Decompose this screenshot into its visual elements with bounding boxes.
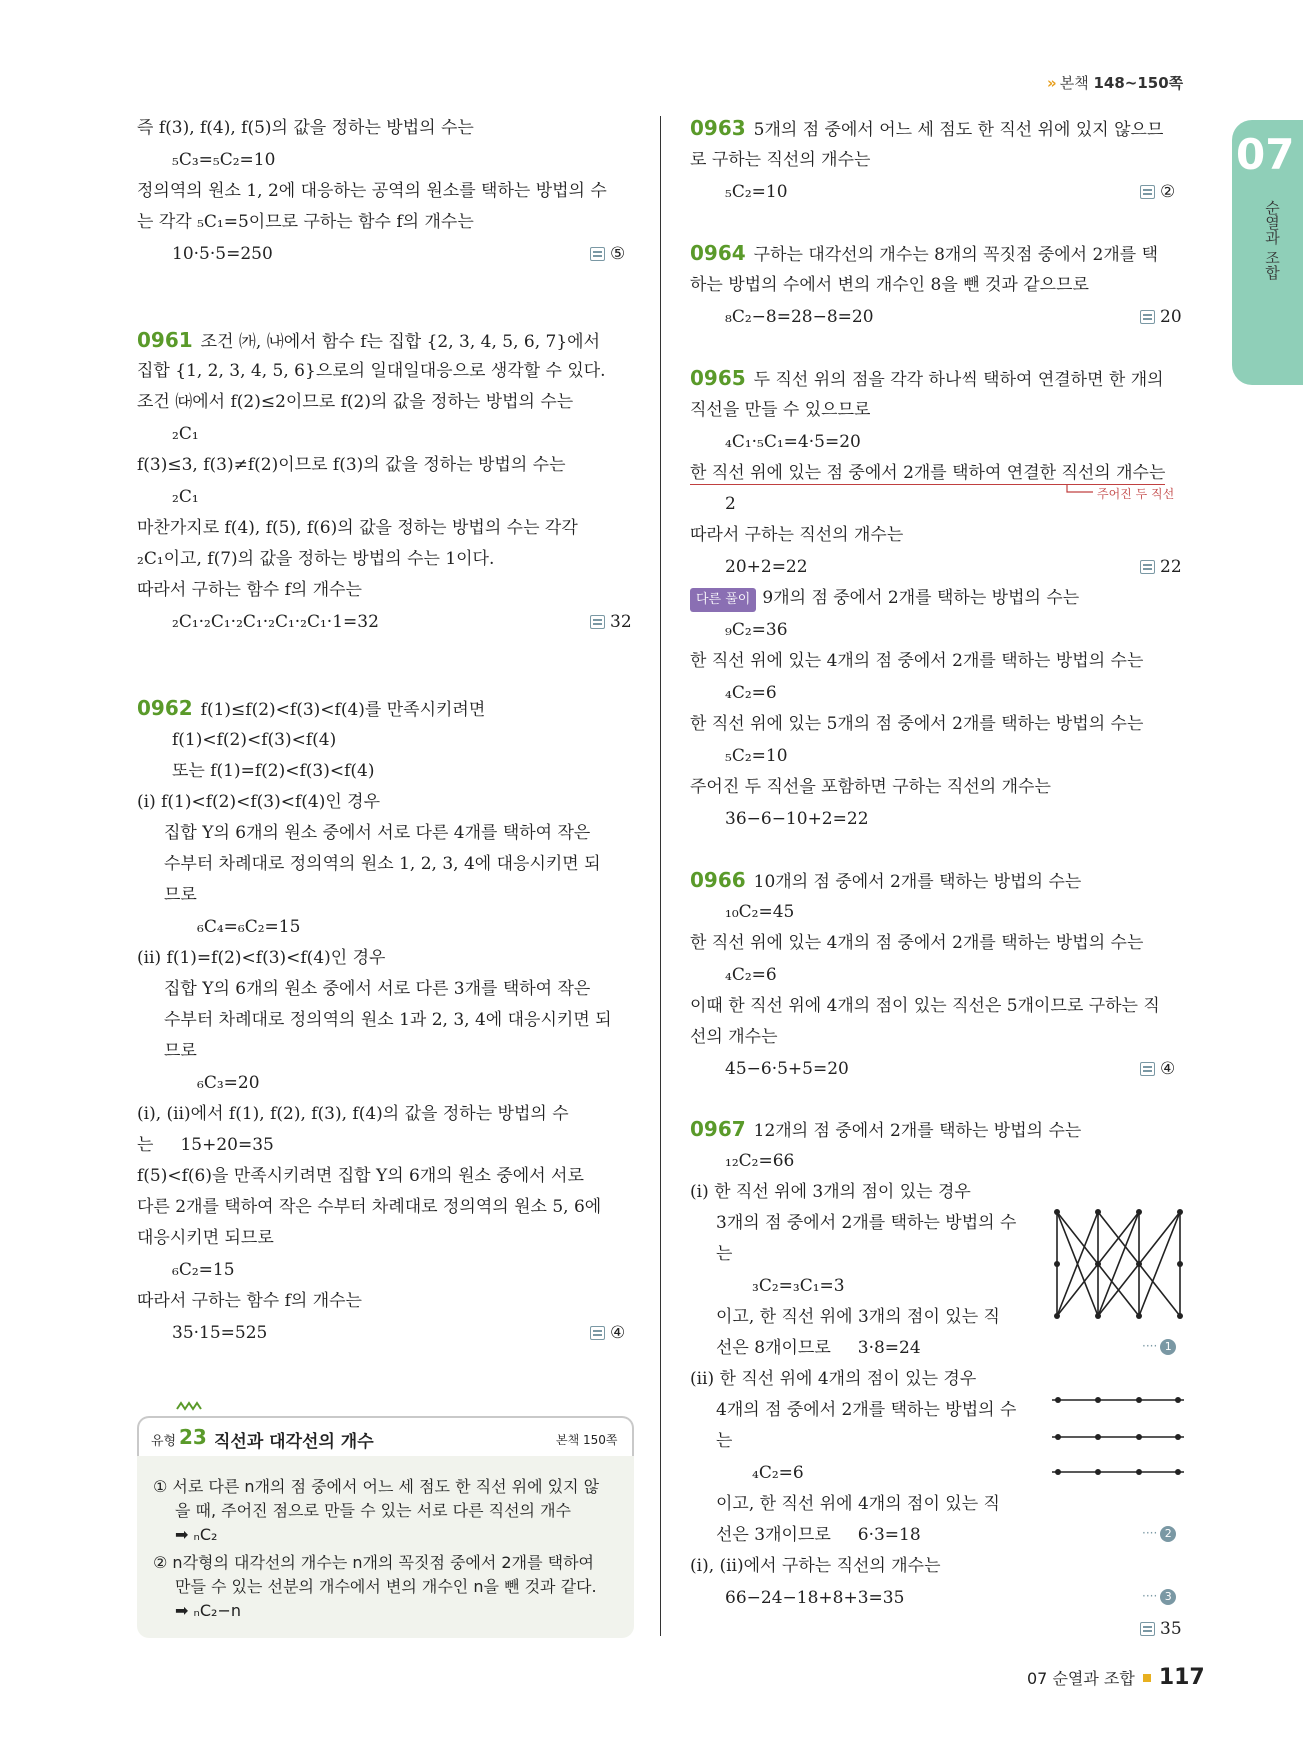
answer-icon xyxy=(1140,1062,1155,1076)
text-line: 선의 개수는 xyxy=(690,1027,778,1047)
answer-icon xyxy=(1140,560,1155,574)
answer: ⑤ xyxy=(590,243,625,265)
formula: 66−24−18+8+3=35 xyxy=(725,1588,905,1608)
text-line: 마찬가지로 f(4), f(5), f(6)의 값을 정하는 방법의 수는 각각 xyxy=(137,518,578,538)
problem-number: 0965 xyxy=(690,366,746,390)
type-ref: 본책 150쪽 xyxy=(556,1433,618,1447)
text-line: (ⅰ) 한 직선 위에 3개의 점이 있는 경우 xyxy=(690,1182,971,1202)
answer-icon xyxy=(1140,185,1155,199)
answer: 20 xyxy=(1140,306,1182,328)
point-grid-lines-figure xyxy=(1050,1208,1186,1320)
problem-number: 0966 xyxy=(690,868,746,892)
type-item: ➡ ₙC₂−n xyxy=(175,1601,241,1620)
formula: ₉C₂=36 xyxy=(725,620,788,640)
type-item: ② n각형의 대각선의 개수는 n개의 꼭짓점 중에서 2개를 택하여 xyxy=(153,1553,594,1572)
formula: ₆C₂=15 xyxy=(172,1260,235,1280)
text-line: 집합 Y의 6개의 원소 중에서 서로 다른 3개를 택하여 작은 xyxy=(164,979,591,999)
type-number: 23 xyxy=(179,1425,207,1449)
zigzag-decoration-icon xyxy=(176,1400,204,1412)
text-line: (ⅱ) 한 직선 위에 4개의 점이 있는 경우 xyxy=(690,1369,977,1389)
text-line: 는 각각 ₅C₁=5이므로 구하는 함수 f의 개수는 xyxy=(137,212,474,232)
problem-0967: 0967 12개의 점 중에서 2개를 택하는 방법의 수는 xyxy=(690,1117,1082,1141)
text-line: 이때 한 직선 위에 4개의 점이 있는 직선은 5개이므로 구하는 직 xyxy=(690,996,1160,1016)
problem-0966: 0966 10개의 점 중에서 2개를 택하는 방법의 수는 xyxy=(690,868,1082,892)
formula: ₂C₁·₂C₁·₂C₁·₂C₁·₂C₁·1=32 xyxy=(172,612,379,632)
formula: ₄C₁·₅C₁=4·5=20 xyxy=(725,432,861,452)
chapter-number: 07 xyxy=(1236,130,1295,179)
problem-number: 0962 xyxy=(137,696,193,720)
text-line: 이고, 한 직선 위에 3개의 점이 있는 직 xyxy=(716,1307,1000,1327)
text-line: ₂C₁이고, f(7)의 값을 정하는 방법의 수는 1이다. xyxy=(137,549,495,569)
problem-0961: 0961 조건 ㈎, ㈏에서 함수 f는 집합 {2, 3, 4, 5, 6, 7}에서 xyxy=(137,328,600,352)
formula: 36−6−10+2=22 xyxy=(725,809,869,829)
footer-chapter: 07 순열과 조합 xyxy=(1027,1669,1135,1688)
column-divider xyxy=(660,116,661,1636)
formula: 45−6·5+5=20 xyxy=(725,1059,849,1079)
answer: 32 xyxy=(590,611,632,633)
text-line: 3개의 점 중에서 2개를 택하는 방법의 수 xyxy=(716,1213,1017,1233)
text-line: 는 xyxy=(716,1244,733,1264)
text-line: f(1)<f(2)<f(3)<f(4) xyxy=(172,730,337,750)
underlined-text-line: 한 직선 위에 있는 점 중에서 2개를 택하여 연결한 직선의 개수는 xyxy=(690,463,1166,483)
alt-solution-badge: 다른 풀이 xyxy=(690,588,756,612)
formula: 20+2=22 xyxy=(725,557,808,577)
text-line: 는 xyxy=(716,1431,733,1451)
answer: 35 xyxy=(1140,1618,1182,1640)
type-item: 을 때, 주어진 점으로 만들 수 있는 서로 다른 직선의 개수 xyxy=(175,1501,571,1520)
problem-number: 0963 xyxy=(690,116,746,140)
formula: ₅C₂=10 xyxy=(725,746,788,766)
formula: ₃C₂=₃C₁=3 xyxy=(752,1276,845,1296)
text-line: 즉 f(3), f(4), f(5)의 값을 정하는 방법의 수는 xyxy=(137,118,474,138)
text-line: 집합 Y의 6개의 원소 중에서 서로 다른 4개를 택하여 작은 xyxy=(164,823,591,843)
horizontal-lines-figure xyxy=(1050,1394,1186,1476)
text-line: 수부터 차례대로 정의역의 원소 1, 2, 3, 4에 대응시키면 되 xyxy=(164,854,601,874)
text-line: 4개의 점 중에서 2개를 택하는 방법의 수 xyxy=(716,1400,1017,1420)
formula: ₄C₂=6 xyxy=(725,683,777,703)
answer-icon xyxy=(1140,1622,1155,1636)
text-line: 따라서 구하는 직선의 개수는 xyxy=(690,525,904,545)
formula: ₂C₁ xyxy=(172,487,199,507)
formula: 2 xyxy=(725,494,736,514)
text-line: 수부터 차례대로 정의역의 원소 1과 2, 3, 4에 대응시키면 되 xyxy=(164,1010,612,1030)
text-line: 정의역의 원소 1, 2에 대응하는 공역의 원소를 택하는 방법의 수 xyxy=(137,181,607,201)
formula: 10·5·5=250 xyxy=(172,244,273,264)
formula: ₈C₂−8=28−8=20 xyxy=(725,307,874,327)
text-line: 므로 xyxy=(164,1041,197,1061)
answer-icon xyxy=(590,1326,605,1340)
problem-0962: 0962 f(1)≤f(2)<f(3)<f(4)를 만족시키려면 xyxy=(137,696,486,720)
type-box-header xyxy=(137,1416,634,1458)
text-line: 선은 3개이므로 6·3=18 xyxy=(716,1525,921,1545)
step-marker: ···· 1 xyxy=(1142,1339,1176,1355)
type-item: 만들 수 있는 선분의 개수에서 변의 개수인 n을 뺀 것과 같다. xyxy=(175,1577,597,1596)
annotation-note: 주어진 두 직선 xyxy=(1097,487,1175,501)
text-line: 는 15+20=35 xyxy=(137,1135,274,1155)
square-bullet-icon xyxy=(1143,1674,1151,1682)
page-reference: » 본책 148~150쪽 xyxy=(1047,74,1184,92)
text-line: (ⅰ), (ⅱ)에서 f(1), f(2), f(3), f(4)의 값을 정하는 방법의 수 xyxy=(137,1104,569,1124)
problem-number: 0964 xyxy=(690,241,746,265)
text-line: (ⅰ) f(1)<f(2)<f(3)<f(4)인 경우 xyxy=(137,792,380,812)
alt-solution: 다른 풀이 9개의 점 중에서 2개를 택하는 방법의 수는 xyxy=(690,587,1079,612)
formula: ₆C₄=₆C₂=15 xyxy=(197,917,301,937)
double-chevron-icon: » xyxy=(1047,74,1057,92)
step-marker: ···· 3 xyxy=(1142,1589,1176,1605)
type-item: ① 서로 다른 n개의 점 중에서 어느 세 점도 한 직선 위에 있지 않 xyxy=(153,1477,600,1496)
formula: ₅C₂=10 xyxy=(725,182,788,202)
problem-0964: 0964 구하는 대각선의 개수는 8개의 꼭짓점 중에서 2개를 택 xyxy=(690,241,1158,265)
text-line: 대응시키면 되므로 xyxy=(137,1228,274,1248)
text-line: 므로 xyxy=(164,885,197,905)
text-line: 주어진 두 직선을 포함하면 구하는 직선의 개수는 xyxy=(690,777,1051,797)
formula: ₁₂C₂=66 xyxy=(725,1151,795,1171)
answer: ② xyxy=(1140,181,1175,203)
text-line: 이고, 한 직선 위에 4개의 점이 있는 직 xyxy=(716,1494,1000,1514)
answer: ④ xyxy=(1140,1058,1175,1080)
answer-icon xyxy=(590,247,605,261)
answer-icon xyxy=(590,615,605,629)
formula: ₄C₂=6 xyxy=(752,1463,804,1483)
problem-0963: 0963 5개의 점 중에서 어느 세 점도 한 직선 위에 있지 않으므 xyxy=(690,116,1164,140)
text-line: 따라서 구하는 함수 f의 개수는 xyxy=(137,580,362,600)
text-line: 한 직선 위에 있는 4개의 점 중에서 2개를 택하는 방법의 수는 xyxy=(690,933,1144,953)
type-item: ➡ ₙC₂ xyxy=(175,1525,218,1544)
answer-icon xyxy=(1140,310,1155,324)
formula: ₅C₃=₅C₂=10 xyxy=(172,150,276,170)
answer: 22 xyxy=(1140,556,1182,578)
text-line: 한 직선 위에 있는 4개의 점 중에서 2개를 택하는 방법의 수는 xyxy=(690,651,1144,671)
text-line: 로 구하는 직선의 개수는 xyxy=(690,150,871,170)
formula: ₂C₁ xyxy=(172,424,199,444)
formula: 35·15=525 xyxy=(172,1323,268,1343)
problem-0965: 0965 두 직선 위의 점을 각각 하나씩 택하여 연결하면 한 개의 xyxy=(690,366,1164,390)
text-line: 또는 f(1)=f(2)<f(3)<f(4) xyxy=(172,761,375,781)
text-line: 선은 8개이므로 3·8=24 xyxy=(716,1338,921,1358)
formula: ₆C₃=20 xyxy=(197,1073,260,1093)
problem-number: 0961 xyxy=(137,328,193,352)
text-line: 집합 {1, 2, 3, 4, 5, 6}으로의 일대일대응으로 생각할 수 있다. xyxy=(137,361,606,381)
text-line: 따라서 구하는 함수 f의 개수는 xyxy=(137,1291,362,1311)
text-line: (ⅱ) f(1)=f(2)<f(3)<f(4)인 경우 xyxy=(137,948,386,968)
formula: ₄C₂=6 xyxy=(725,965,777,985)
text-line: 하는 방법의 수에서 변의 개수인 8을 뺀 것과 같으므로 xyxy=(690,275,1089,295)
note-pointer-icon xyxy=(1065,484,1095,496)
type-box-body xyxy=(137,1456,634,1638)
page-footer xyxy=(1027,1665,1205,1690)
step-marker: ···· 2 xyxy=(1142,1526,1176,1542)
formula: ₁₀C₂=45 xyxy=(725,902,795,922)
chapter-title: 순열과 조합 xyxy=(1263,200,1281,280)
text-line: 다른 2개를 택하여 작은 수부터 차례대로 정의역의 원소 5, 6에 xyxy=(137,1197,602,1217)
text-line: f(5)<f(6)을 만족시키려면 집합 Y의 6개의 원소 중에서 서로 xyxy=(137,1166,584,1186)
text-line: (ⅰ), (ⅱ)에서 구하는 직선의 개수는 xyxy=(690,1556,941,1576)
text-line: 한 직선 위에 있는 5개의 점 중에서 2개를 택하는 방법의 수는 xyxy=(690,714,1144,734)
problem-number: 0967 xyxy=(690,1117,746,1141)
text-line: 조건 ㈐에서 f(2)≤2이므로 f(2)의 값을 정하는 방법의 수는 xyxy=(137,392,574,412)
answer: ④ xyxy=(590,1322,625,1344)
text-line: f(3)≤3, f(3)≠f(2)이므로 f(3)의 값을 정하는 방법의 수는 xyxy=(137,455,566,475)
text-line: 직선을 만들 수 있으므로 xyxy=(690,400,871,420)
type-summary-box xyxy=(137,1416,632,1638)
type-title: 직선과 대각선의 개수 xyxy=(214,1432,374,1452)
page-number: 117 xyxy=(1158,1665,1205,1690)
type-label: 유형 xyxy=(151,1434,177,1449)
